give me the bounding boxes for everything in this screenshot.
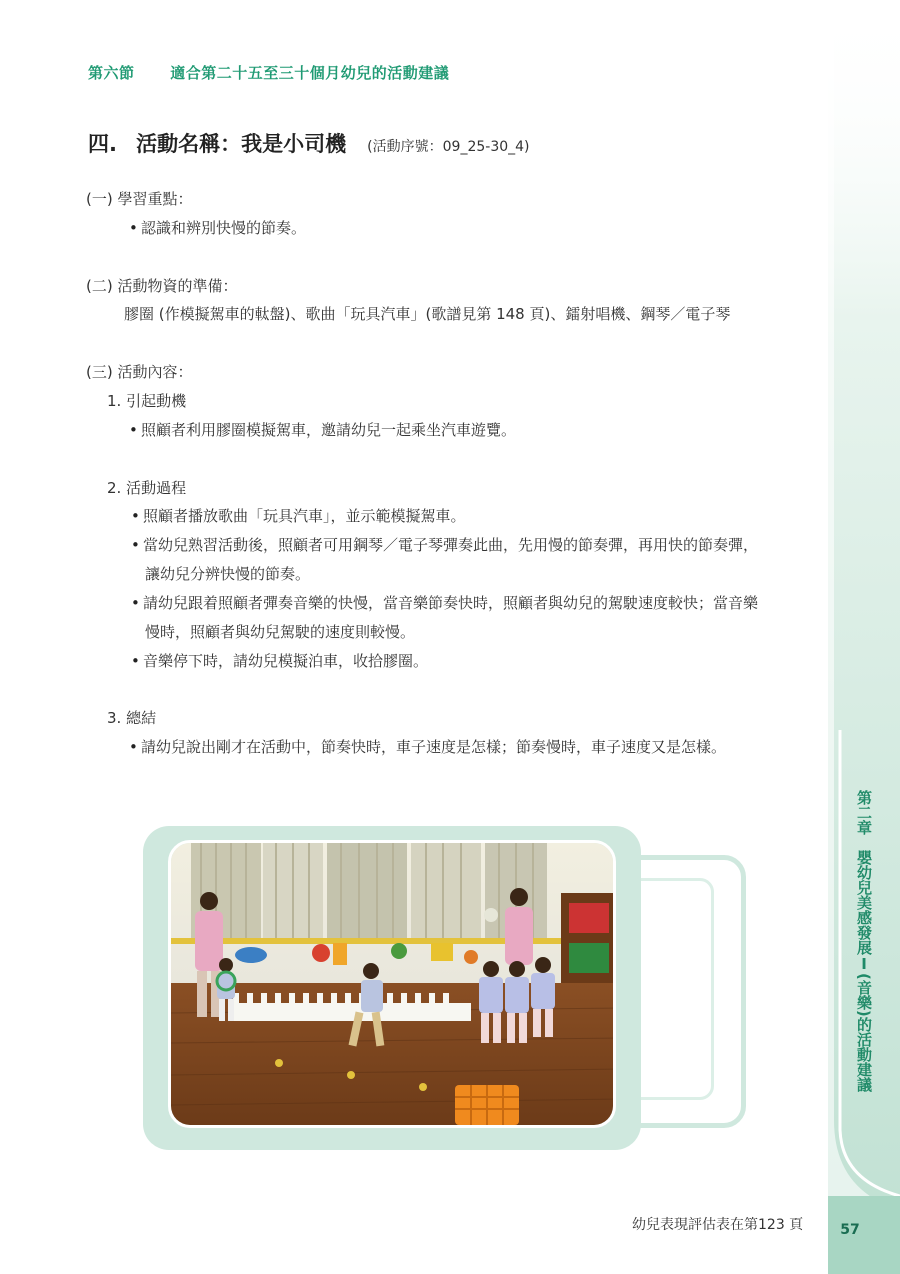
section-title: 適合第二十五至三十個月幼兒的活動建議 xyxy=(170,64,450,82)
learning-heading: (一) 學習重點： xyxy=(86,190,193,208)
part2-item-3-cont: 慢時，照顧者與幼兒駕駛的速度則較慢。 xyxy=(145,623,416,641)
part2-item-2-cont: 讓幼兒分辨快慢的節奏。 xyxy=(145,565,311,583)
materials-heading: (二) 活動物資的準備： xyxy=(86,277,238,295)
part2-item-4: • 音樂停下時，請幼兒模擬泊車，收拾膠圈。 xyxy=(145,650,428,672)
assessment-reference: 幼兒表現評估表在第123 頁 xyxy=(632,1217,804,1233)
learning-item: • 認識和辨別快慢的節奏。 xyxy=(143,217,306,239)
part3-item: • 請幼兒說出剛才在活動中，節奏快時，車子速度是怎樣；節奏慢時，車子速度又是怎樣。 xyxy=(143,736,726,758)
part3-title: 3. 總結 xyxy=(107,709,157,727)
part1-item: • 照顧者利用膠圈模擬駕車，邀請幼兒一起乘坐汽車遊覽。 xyxy=(143,419,516,441)
section-number: 第六節 xyxy=(88,64,135,82)
part1-title: 1. 引起動機 xyxy=(107,392,187,410)
chapter-title: 第二章 嬰幼兒美感發展Ⅰ(音樂)的活動建議 xyxy=(855,790,873,1092)
part2-item-2: • 當幼兒熟習活動後，照顧者可用鋼琴／電子琴彈奏此曲，先用慢的節奏彈，再用快的節奏彈， xyxy=(145,534,758,556)
activity-code: (活動序號：09_25-30_4) xyxy=(367,139,530,155)
activity-photo xyxy=(168,840,616,1128)
activity-number: 四. xyxy=(88,132,117,156)
page-number: 57 xyxy=(840,1222,860,1238)
activity-name: 活動名稱：我是小司機 xyxy=(136,132,347,156)
part2-title: 2. 活動過程 xyxy=(107,479,187,497)
materials-text: 膠圈 (作模擬駕車的軚盤)、歌曲「玩具汽車」(歌譜見第 148 頁)、鐳射唱機、鋼琴／電子琴 xyxy=(124,305,731,323)
part2-item-3: • 請幼兒跟着照顧者彈奏音樂的快慢，當音樂節奏快時，照顧者與幼兒的駕駛速度較快；當音樂 xyxy=(145,592,758,614)
activity-title xyxy=(88,128,530,158)
content-heading: (三) 活動內容： xyxy=(86,363,193,381)
part2-item-1: • 照顧者播放歌曲「玩具汽車」，並示範模擬駕車。 xyxy=(145,505,466,527)
section-header xyxy=(88,62,449,83)
